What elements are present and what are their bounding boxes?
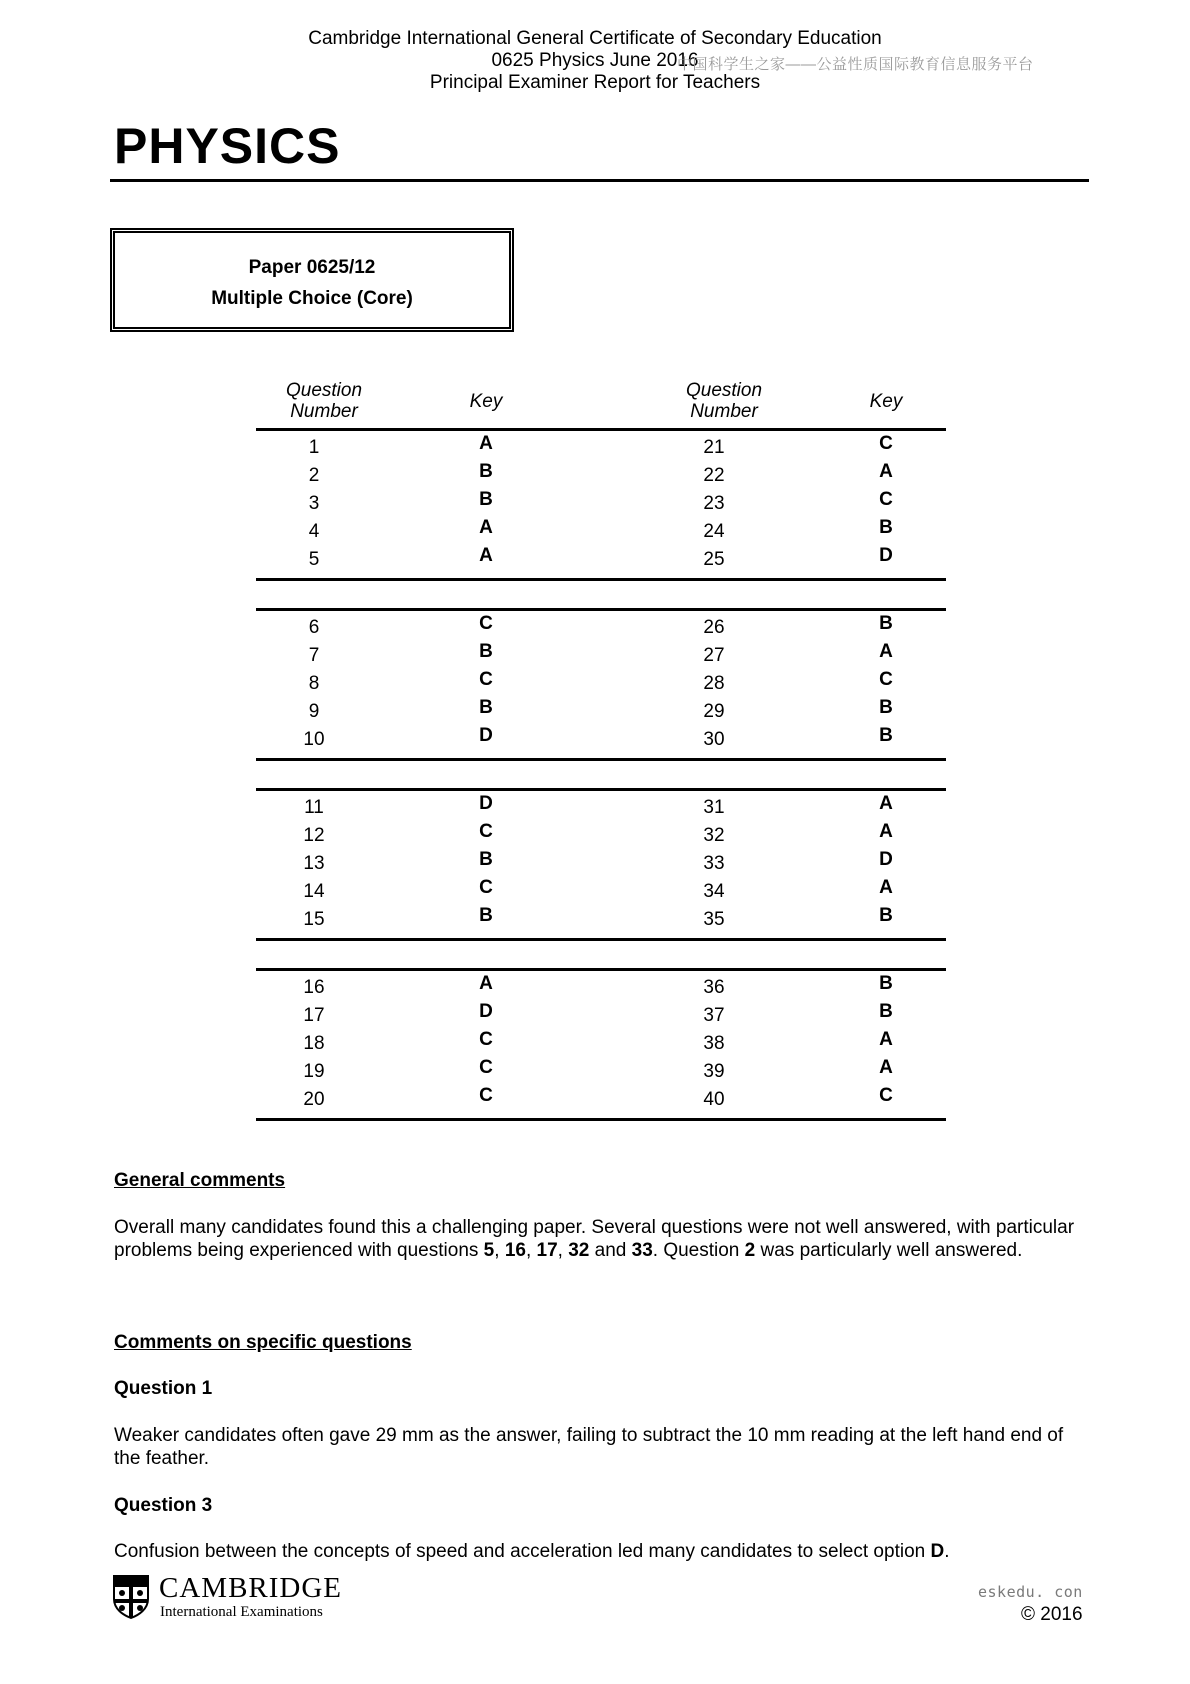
general-comments-heading: General comments xyxy=(114,1170,286,1191)
question-number: 24 xyxy=(703,521,725,542)
header-line-1: Cambridge International General Certificate of Secondary Education xyxy=(308,28,882,49)
gc-q33: 33 xyxy=(631,1240,653,1261)
key-answer: A xyxy=(879,461,893,482)
question-number: 4 xyxy=(308,521,320,542)
logo-sub-text: International Examinations xyxy=(160,1604,323,1620)
header-key-right: Key xyxy=(869,391,903,412)
title-rule xyxy=(110,179,1089,182)
question-number: 16 xyxy=(303,977,325,998)
question-number: 9 xyxy=(308,701,320,722)
key-answer: A xyxy=(879,1029,893,1050)
gc-q32: 32 xyxy=(568,1240,590,1261)
question-number: 37 xyxy=(703,1005,725,1026)
key-answer: A xyxy=(879,641,893,662)
question-number: 39 xyxy=(703,1061,725,1082)
key-answer: A xyxy=(479,517,493,538)
key-answer: B xyxy=(479,905,493,926)
key-answer: C xyxy=(879,433,893,454)
key-answer: C xyxy=(479,1085,493,1106)
page-title: PHYSICS xyxy=(114,118,341,174)
paper-name: Multiple Choice (Core) xyxy=(211,288,413,309)
table-row xyxy=(256,1001,946,1031)
key-block xyxy=(256,431,946,581)
table-row xyxy=(256,1085,946,1115)
question-number: 6 xyxy=(308,617,320,638)
gc-sep4: and xyxy=(589,1240,632,1261)
watermark-text: 中国科学生之家——公益性质国际教育信息服务平台 xyxy=(677,56,1034,73)
key-answer: C xyxy=(879,489,893,510)
question-number: 29 xyxy=(703,701,725,722)
key-answer: C xyxy=(879,669,893,690)
key-answer: B xyxy=(479,641,493,662)
key-answer: C xyxy=(479,1057,493,1078)
key-answer: A xyxy=(879,793,893,814)
question-number: 10 xyxy=(303,729,325,750)
question-number: 8 xyxy=(308,673,320,694)
specific-comments-heading: Comments on specific questions xyxy=(114,1332,412,1353)
key-answer: B xyxy=(479,489,493,510)
gc-text-a: Overall many candidates found this a challenging paper. Several questions were not well answered, with particular problems being experienced with questions xyxy=(114,1217,1075,1261)
key-answer: A xyxy=(479,973,493,994)
gc-q5: 5 xyxy=(483,1240,495,1261)
copyright: © 2016 xyxy=(1021,1604,1083,1625)
key-answer: A xyxy=(879,877,893,898)
table-row xyxy=(256,821,946,851)
question-number: 2 xyxy=(308,465,320,486)
q3-option: D xyxy=(930,1541,945,1562)
table-row xyxy=(256,725,946,755)
table-row xyxy=(256,793,946,823)
key-answer: C xyxy=(479,669,493,690)
key-answer: C xyxy=(879,1085,893,1106)
table-row xyxy=(256,461,946,491)
gc-q2: 2 xyxy=(744,1240,756,1261)
table-row xyxy=(256,849,946,879)
question-number: 3 xyxy=(308,493,320,514)
key-answer: D xyxy=(879,849,893,870)
question-number: 32 xyxy=(703,825,725,846)
table-row xyxy=(256,517,946,547)
key-answer: B xyxy=(879,697,893,718)
question-number: 21 xyxy=(703,437,725,458)
table-row xyxy=(256,641,946,671)
paper-box xyxy=(110,228,514,332)
table-row xyxy=(256,433,946,463)
gc-q16: 16 xyxy=(504,1240,526,1261)
table-row xyxy=(256,1029,946,1059)
key-block xyxy=(256,968,946,1121)
logo-main-text: CAMBRIDGE xyxy=(159,1572,343,1604)
gc-sep2: , xyxy=(525,1240,537,1261)
header-line-2: 0625 Physics June 2016 xyxy=(491,50,699,71)
question-number: 18 xyxy=(303,1033,325,1054)
header-question-number-left: Question Number xyxy=(285,380,363,422)
key-block xyxy=(256,608,946,761)
question-number: 5 xyxy=(308,549,320,570)
question-number: 27 xyxy=(703,645,725,666)
answer-key-table xyxy=(256,380,946,1121)
table-header xyxy=(256,380,946,431)
q3-text-end: . xyxy=(944,1541,950,1562)
question-number: 33 xyxy=(703,853,725,874)
key-answer: B xyxy=(479,461,493,482)
question-number: 30 xyxy=(703,729,725,750)
table-row xyxy=(256,669,946,699)
question-number: 36 xyxy=(703,977,725,998)
key-block xyxy=(256,788,946,941)
question-number: 38 xyxy=(703,1033,725,1054)
question-number: 11 xyxy=(304,797,324,818)
question-number: 14 xyxy=(303,881,325,902)
header-line-3: Principal Examiner Report for Teachers xyxy=(429,72,761,93)
table-row xyxy=(256,905,946,935)
question-number: 31 xyxy=(703,797,725,818)
gc-text-b: . Question xyxy=(652,1240,745,1261)
shield-icon xyxy=(113,1575,149,1619)
question-number: 13 xyxy=(303,853,325,874)
question-number: 34 xyxy=(703,881,725,902)
table-row xyxy=(256,1057,946,1087)
question-3-text xyxy=(114,1540,1084,1563)
question-number: 22 xyxy=(703,465,725,486)
gc-sep1: , xyxy=(494,1240,505,1261)
question-number: 1 xyxy=(308,437,320,458)
key-answer: B xyxy=(879,517,893,538)
key-answer: A xyxy=(479,433,493,454)
table-row xyxy=(256,489,946,519)
q3-text-main: Confusion between the concepts of speed and acceleration led many candidates to select option xyxy=(114,1541,931,1562)
question-number: 7 xyxy=(308,645,320,666)
key-answer: B xyxy=(879,905,893,926)
table-row xyxy=(256,877,946,907)
question-number: 17 xyxy=(303,1005,325,1026)
question-1-text: Weaker candidates often gave 29 mm as the answer, failing to subtract the 10 mm reading at the left hand end of the feather. xyxy=(114,1425,1064,1469)
table-row xyxy=(256,545,946,575)
key-answer: A xyxy=(879,821,893,842)
question-number: 12 xyxy=(303,825,325,846)
key-answer: A xyxy=(479,545,493,566)
paper-code: Paper 0625/12 xyxy=(248,257,376,278)
table-row xyxy=(256,973,946,1003)
question-number: 20 xyxy=(303,1089,325,1110)
gc-text-c: was particularly well answered. xyxy=(755,1240,1023,1261)
key-answer: D xyxy=(479,725,493,746)
key-answer: B xyxy=(879,1001,893,1022)
question-number: 23 xyxy=(703,493,725,514)
question-number: 15 xyxy=(303,909,325,930)
key-answer: B xyxy=(879,725,893,746)
key-answer: B xyxy=(479,849,493,870)
general-comments-text xyxy=(114,1216,1084,1262)
key-answer: A xyxy=(879,1057,893,1078)
key-answer: D xyxy=(479,793,493,814)
site-watermark: eskedu. con xyxy=(978,1583,1083,1601)
table-row xyxy=(256,697,946,727)
header-question-number-right: Question Number xyxy=(685,380,763,422)
question-number: 28 xyxy=(703,673,725,694)
key-answer: D xyxy=(879,545,893,566)
header-key-left: Key xyxy=(469,391,503,412)
question-number: 19 xyxy=(303,1061,325,1082)
key-answer: C xyxy=(479,613,493,634)
gc-q17: 17 xyxy=(536,1240,558,1261)
key-answer: C xyxy=(479,1029,493,1050)
key-answer: B xyxy=(879,973,893,994)
key-answer: D xyxy=(479,1001,493,1022)
key-answer: C xyxy=(479,821,493,842)
question-number: 40 xyxy=(703,1089,725,1110)
key-answer: B xyxy=(879,613,893,634)
question-3-heading: Question 3 xyxy=(114,1495,213,1516)
question-number: 26 xyxy=(703,617,725,638)
question-number: 25 xyxy=(703,549,725,570)
question-number: 35 xyxy=(703,909,725,930)
table-row xyxy=(256,613,946,643)
key-answer: C xyxy=(479,877,493,898)
question-1-heading: Question 1 xyxy=(114,1378,213,1399)
gc-sep3: , xyxy=(557,1240,569,1261)
key-answer: B xyxy=(479,697,493,718)
